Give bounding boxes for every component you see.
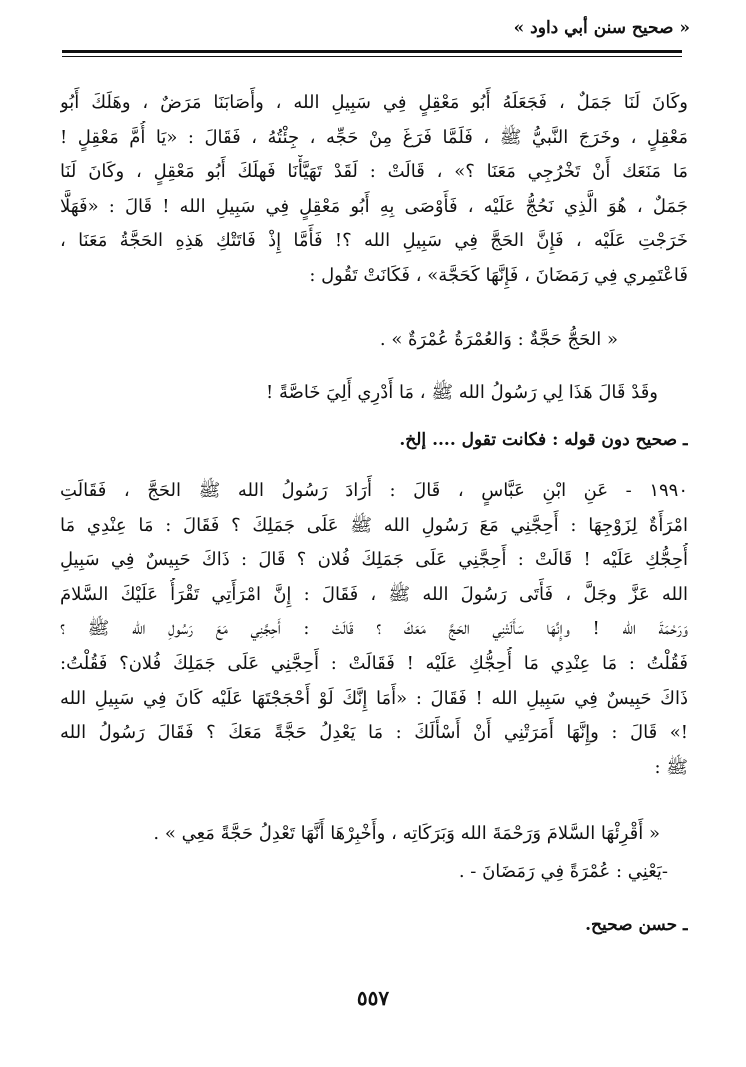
hadith-grading xyxy=(60,423,688,458)
text-line: ﷺ : xyxy=(654,756,688,778)
text-line: امْرَأَةٌ لِزَوْجِهَا : أَحِجَّنِي مَعَ رَسُولِ الله ﷺ عَلَى جَمَلِكَ ؟ فَقَالَ : مَا عِنْدِي مَا xyxy=(60,514,688,536)
text-line: أُحِجُّكِ عَلَيْه ! قَالَتْ : أَحِجَّنِي عَلَى جَمَلِكَ فُلان ؟ قَالَ : ذَاكَ حَبِيسٌ فِي سَبِيلِ xyxy=(60,549,688,571)
text-line: ـ حسن صحيح. xyxy=(585,915,688,935)
running-header: « صحيح سنن أبي داود » xyxy=(513,18,690,38)
text-line: مَعْقِلٍ ، وخَرَجَ النَّبيُّ ﷺ ، فَلَمَّا فَرَغَ مِنْ حَجِّه ، جِئْتُهُ ، فَقَالَ : «يَا أُمَّ مَعْقِلٍ ! xyxy=(60,126,688,148)
text-line: !» قَالَ : وإِنَّهَا أَمَرَتْنِي أَنْ أَسْأَلَكَ : مَا يَعْدِلُ حَجَّةً مَعَكَ ؟ فَقَالَ رَسُولُ الله xyxy=(60,722,688,744)
hadith-text-continuation xyxy=(60,86,688,294)
explanatory-note xyxy=(60,855,688,890)
page-number: ٥٥٧ xyxy=(356,986,390,1010)
text-line: وكَانَ لَنَا جَمَلٌ ، فَجَعَلَهُ أَبُو مَعْقِلٍ فِي سَبِيلِ الله ، وأَصَابَنَا مَرَضٌ ، وهَلَكَ أَبُو xyxy=(60,92,688,113)
quoted-saying xyxy=(60,323,688,358)
text-line: الله عَزَّ وجَلَّ ، فَأَتَى رَسُولَ الله ﷺ ، فَقَالَ : إِنَّ امْرَأَتِي تَقْرَأُ عَلَيْكَ السَّلامَ xyxy=(60,583,688,605)
text-line: جَمَلٌ ، هُوَ الَّذِي نَحُجُّ عَلَيْه ، فَأَوْصَى بِهِ أَبُو مَعْقِلٍ فِي سَبِيلِ الله ! قَالَ : «فَهَلَّا xyxy=(60,195,688,217)
narrator-remark xyxy=(60,376,688,411)
text-line: ذَاكَ حَبِيسٌ فِي سَبِيلِ الله ! فَقَالَ : «أَمَا إِنَّكَ لَوْ أَحْجَجْتَهَا عَلَيْه كَانَ فِي سَبِيلِ الله xyxy=(60,687,688,709)
header-rule-thick xyxy=(62,50,682,53)
text-line: خَرَجْتِ عَلَيْه ، فَإِنَّ الحَجَّ فِي سَبِيلِ الله ؟! فَأَمَّا إِذْ فَاتَتْكِ هَذِهِ الحَجَّةُ مَعَنَا ، xyxy=(60,230,688,252)
hadith-1990-text xyxy=(60,474,688,785)
hadith-grading xyxy=(60,908,688,943)
text-line: « الحَجُّ حَجَّةٌ : وَالعُمْرَةُ عُمْرَةٌ » . xyxy=(379,329,618,350)
text-line: فَاعْتَمِري فِي رَمَضَانَ ، فَإِنَّهَا كَحَجَّة» ، فَكَانَتْ تَقُول : xyxy=(309,264,688,286)
text-line: فَقُلْتُ : مَا عِنْدِي مَا أُحِجُّكِ عَلَيْه ! فَقَالَتْ : أَحِجَّنِي عَلَى جَمَلِكَ فُلان؟ فَقُلْتُ: xyxy=(60,652,688,674)
text-line: وقَدْ قَالَ هَذَا لِي رَسُولُ الله ﷺ ، مَا أَدْرِي أَلِيَ خَاصَّةً ! xyxy=(266,382,658,403)
text-line: -يَعْنِي : عُمْرَةً فِي رَمَضَانَ - . xyxy=(458,861,668,882)
text-line: ـ صحيح دون قوله : فكانت تقول .... إلخ. xyxy=(399,430,688,450)
text-line: مَا مَنَعَك أَنْ تَخْرُجِي مَعَنَا ؟» ، قَالَتْ : لَقَدْ تَهَيَّأْنَا فَهلَكَ أَبُو مَعْقِلٍ ، وكَانَ لَنَا xyxy=(60,161,688,183)
text-line: وَرَحْمَةَ الله ! وإِنَّهَا سَأَلَتْنِي الحَجَّ مَعَكَ ؟ قَالَتْ : أَحِجَّنِي مَعَ رَسُولِ الله ﷺ ؟ xyxy=(60,618,688,640)
text-line: « أَقْرِئْهَا السَّلامَ وَرَحْمَةَ الله وَبَرَكَاتِه ، وأَخْبِرْهَا أَنَّهَا تَعْدِلُ حَجَّةً مَعِي » . xyxy=(153,823,660,844)
text-line: ١٩٩٠ - عَنِ ابْنِ عَبَّاسٍ ، قَالَ : أَرَادَ رَسُولُ الله ﷺ الحَجَّ ، فَقَالَتِ xyxy=(60,480,688,501)
quoted-saying xyxy=(60,817,688,852)
header-rule-thin xyxy=(62,56,682,57)
